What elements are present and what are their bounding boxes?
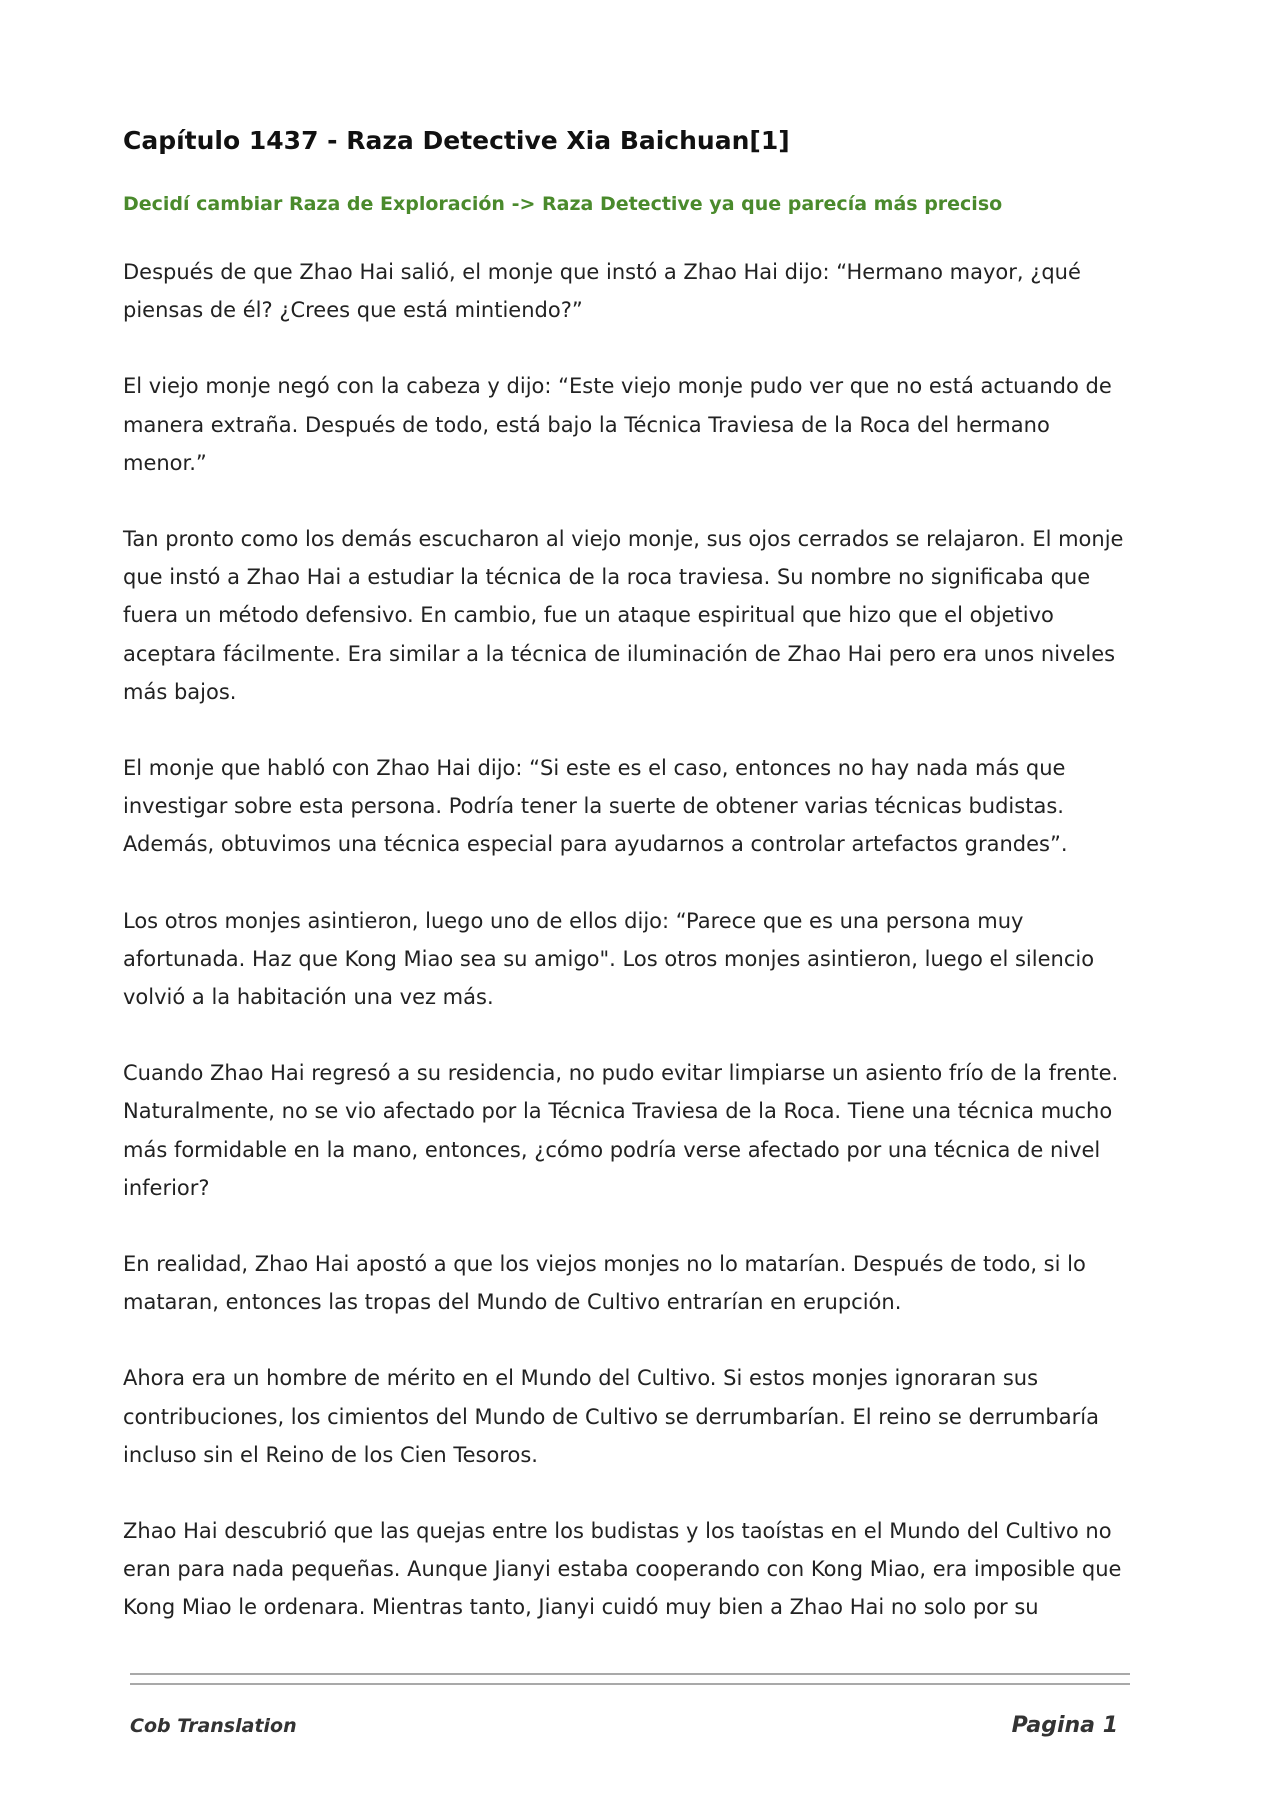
footer-page-number: Pagina 1 xyxy=(1011,1713,1118,1738)
paragraph-2: El viejo monje negó con la cabeza y dijo: “Este viejo monje pudo ver que no está actuando de manera extraña. Después de todo, está bajo la Técnica Traviesa de la Roca del hermano menor.” xyxy=(123,374,1112,475)
translator-note: Decidí cambiar Raza de Exploración -> Raza Detective ya que parecía más preciso xyxy=(123,193,1003,215)
paragraph-8: Ahora era un hombre de mérito en el Mundo del Cultivo. Si estos monjes ignoraran sus contribuciones, los cimientos del Mundo de Cultivo se derrumbarían. El reino se derrumbaría incluso sin el Reino de los Cien Tesoros. xyxy=(123,1366,1099,1467)
paragraph-4: El monje que habló con Zhao Hai dijo: “Si este es el caso, entonces no hay nada más que investigar sobre esta persona. Podría tener la suerte de obtener varias técnicas budistas. Además, obtuvimos una técnica especial para ayudarnos a controlar artefactos grandes”. xyxy=(123,756,1068,857)
chapter-title: Capítulo 1437 - Raza Detective Xia Baichuan[1] xyxy=(123,126,790,155)
paragraph-3: Tan pronto como los demás escucharon al viejo monje, sus ojos cerrados se relajaron. El monje que instó a Zhao Hai a estudiar la técnica de la roca traviesa. Su nombre no significaba que fuera un método defensivo. En cambio, fue un ataque espiritual que hizo que el objetivo aceptara fácilmente. Era similar a la técnica de iluminación de Zhao Hai pero era unos niveles más bajos. xyxy=(123,527,1124,704)
paragraph-1: Después de que Zhao Hai salió, el monje que instó a Zhao Hai dijo: “Hermano mayor, ¿qué piensas de él? ¿Crees que está mintiendo?” xyxy=(123,260,1081,323)
paragraph-6: Cuando Zhao Hai regresó a su residencia, no pudo evitar limpiarse un asiento frío de la frente. Naturalmente, no se vio afectado por la Técnica Traviesa de la Roca. Tiene una técnica mucho más formidable en la mano, entonces, ¿cómo podría verse afectado por una técnica de nivel inferior? xyxy=(123,1061,1119,1200)
footer-divider-bottom xyxy=(130,1683,1130,1685)
footer-divider-top xyxy=(130,1673,1130,1675)
paragraph-7: En realidad, Zhao Hai apostó a que los viejos monjes no lo matarían. Después de todo, si lo mataran, entonces las tropas del Mundo de Cultivo entrarían en erupción. xyxy=(123,1252,1086,1315)
page-content xyxy=(123,122,1138,1665)
footer-translator-credit: Cob Translation xyxy=(130,1715,297,1737)
paragraph-5: Los otros monjes asintieron, luego uno de ellos dijo: “Parece que es una persona muy afortunada. Haz que Kong Miao sea su amigo". Los otros monjes asintieron, luego el silencio volvió a la habitación una vez más. xyxy=(123,908,1095,1010)
paragraph-9: Zhao Hai descubrió que las quejas entre los budistas y los taoístas en el Mundo del Cultivo no eran para nada pequeñas. Aunque Jianyi estaba cooperando con Kong Miao, era imposible que Kong Miao le ordenara. Mientras tanto, Jianyi cuidó muy bien a Zhao Hai no solo por su xyxy=(123,1519,1122,1620)
